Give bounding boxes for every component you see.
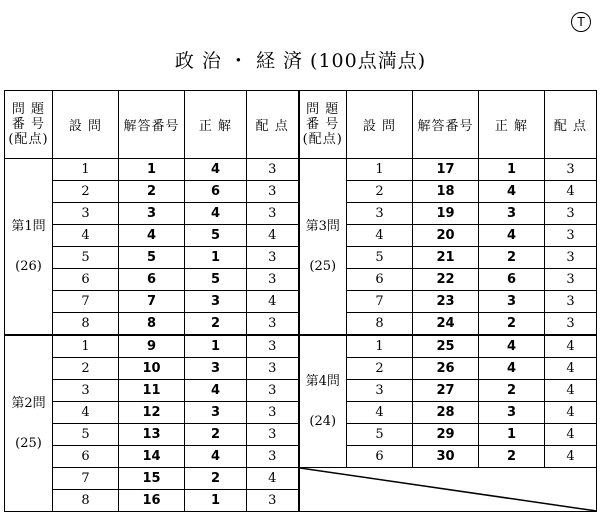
points-cell: 4: [545, 446, 597, 468]
correct-answer-cell: 1: [185, 247, 247, 269]
answer-number-cell: 14: [119, 446, 185, 468]
correct-answer-cell: 3: [185, 291, 247, 313]
points-cell: 4: [247, 291, 299, 313]
sub-question-cell: 1: [53, 335, 119, 358]
header-correct: 正 解: [185, 91, 247, 159]
points-cell: 3: [247, 247, 299, 269]
answer-number-cell: 7: [119, 291, 185, 313]
sub-question-cell: 6: [347, 269, 413, 291]
header-points: 配 点: [545, 91, 597, 159]
points-cell: 3: [545, 269, 597, 291]
header-correct: 正 解: [479, 91, 545, 159]
header-label: (配点): [8, 132, 49, 147]
correct-answer-cell: 2: [479, 446, 545, 468]
answer-number-cell: 26: [413, 358, 479, 380]
sub-question-cell: 7: [347, 291, 413, 313]
blank-area: [299, 468, 597, 512]
points-cell: 3: [247, 159, 299, 181]
sub-question-cell: 6: [53, 446, 119, 468]
question-group-cell: [299, 335, 347, 468]
correct-answer-cell: 6: [185, 181, 247, 203]
question-group-label: 第2問: [11, 395, 46, 411]
answer-number-cell: 25: [413, 335, 479, 358]
sub-question-cell: 3: [347, 380, 413, 402]
correct-answer-cell: 5: [185, 269, 247, 291]
answer-number-cell: 17: [413, 159, 479, 181]
answer-number-cell: 3: [119, 203, 185, 225]
answer-number-cell: 5: [119, 247, 185, 269]
correct-answer-cell: 1: [479, 424, 545, 446]
answer-number-cell: 18: [413, 181, 479, 203]
correct-answer-cell: 5: [185, 225, 247, 247]
answer-number-cell: 27: [413, 380, 479, 402]
header-row: [5, 91, 597, 159]
header-answer-number: 解答番号: [413, 91, 479, 159]
points-cell: 3: [545, 247, 597, 269]
sub-question-cell: 2: [347, 358, 413, 380]
sub-question-cell: 4: [53, 402, 119, 424]
points-cell: 4: [247, 225, 299, 247]
correct-answer-cell: 2: [185, 468, 247, 490]
correct-answer-cell: 2: [185, 313, 247, 336]
correct-answer-cell: 4: [185, 446, 247, 468]
question-group-score: (25): [15, 435, 42, 451]
sub-question-cell: 7: [53, 291, 119, 313]
points-cell: 4: [545, 402, 597, 424]
header-label: 番 号: [11, 117, 46, 132]
points-cell: 3: [247, 446, 299, 468]
points-cell: 3: [545, 291, 597, 313]
table-row: [5, 159, 597, 181]
answer-number-cell: 9: [119, 335, 185, 358]
sub-question-cell: 8: [53, 490, 119, 512]
sub-question-cell: 3: [347, 203, 413, 225]
correct-answer-cell: 4: [479, 358, 545, 380]
correct-answer-cell: 6: [479, 269, 545, 291]
header-answer-number: 解答番号: [119, 91, 185, 159]
correct-answer-cell: 4: [185, 159, 247, 181]
sub-question-cell: 7: [53, 468, 119, 490]
sub-question-cell: 8: [347, 313, 413, 336]
points-cell: 3: [247, 181, 299, 203]
sub-question-cell: 5: [347, 424, 413, 446]
header-question-group: [5, 91, 53, 159]
sub-question-cell: 5: [53, 247, 119, 269]
correct-answer-cell: 4: [479, 335, 545, 358]
points-cell: 3: [545, 313, 597, 336]
answer-number-cell: 11: [119, 380, 185, 402]
sub-question-cell: 2: [53, 181, 119, 203]
answer-number-cell: 6: [119, 269, 185, 291]
correct-answer-cell: 3: [185, 358, 247, 380]
points-cell: 3: [247, 335, 299, 358]
answer-number-cell: 30: [413, 446, 479, 468]
correct-answer-cell: 3: [479, 402, 545, 424]
question-group-label: 第4問: [305, 373, 340, 389]
page-title: 政 治 ・ 経 済 (100点満点): [174, 50, 427, 72]
correct-answer-cell: 3: [185, 402, 247, 424]
answer-number-cell: 24: [413, 313, 479, 336]
question-group-cell: [5, 159, 53, 336]
answer-number-cell: 22: [413, 269, 479, 291]
correct-answer-cell: 2: [185, 424, 247, 446]
sub-question-cell: 3: [53, 203, 119, 225]
header-question-group: [299, 91, 347, 159]
answer-number-cell: 28: [413, 402, 479, 424]
answer-table: [4, 90, 597, 512]
sub-question-cell: 2: [53, 358, 119, 380]
points-cell: 3: [247, 402, 299, 424]
correct-answer-cell: 1: [185, 490, 247, 512]
answer-number-cell: 1: [119, 159, 185, 181]
sub-question-cell: 1: [347, 159, 413, 181]
sub-question-cell: 1: [347, 335, 413, 358]
question-group-score: (24): [309, 413, 337, 429]
points-cell: 3: [247, 380, 299, 402]
correct-answer-cell: 2: [479, 313, 545, 336]
answer-number-cell: 10: [119, 358, 185, 380]
points-cell: 3: [247, 203, 299, 225]
sub-question-cell: 6: [53, 269, 119, 291]
sub-question-cell: 4: [347, 402, 413, 424]
correct-answer-cell: 3: [479, 203, 545, 225]
sub-question-cell: 5: [53, 424, 119, 446]
answer-number-cell: 29: [413, 424, 479, 446]
table-row: [5, 335, 597, 358]
points-cell: 4: [545, 424, 597, 446]
sub-question-cell: 2: [347, 181, 413, 203]
points-cell: 3: [247, 269, 299, 291]
question-group-label: 第1問: [11, 218, 46, 234]
points-cell: 3: [247, 490, 299, 512]
header-label: 問 題: [11, 102, 46, 117]
points-cell: 4: [545, 335, 597, 358]
sub-question-cell: 6: [347, 446, 413, 468]
points-cell: 4: [247, 468, 299, 490]
points-cell: 3: [545, 203, 597, 225]
diagonal-line: [300, 468, 597, 511]
answer-number-cell: 12: [119, 402, 185, 424]
sub-question-cell: 5: [347, 247, 413, 269]
answer-number-cell: 21: [413, 247, 479, 269]
header-sub-question: 設 問: [347, 91, 413, 159]
points-cell: 3: [247, 424, 299, 446]
exam-mark-badge: T: [571, 12, 591, 32]
sub-question-cell: 1: [53, 159, 119, 181]
answer-number-cell: 4: [119, 225, 185, 247]
correct-answer-cell: 3: [479, 291, 545, 313]
header-sub-question: 設 問: [53, 91, 119, 159]
sub-question-cell: 3: [53, 380, 119, 402]
question-group-label: 第3問: [305, 218, 340, 234]
question-group-cell: [299, 159, 347, 336]
correct-answer-cell: 1: [185, 335, 247, 358]
points-cell: 3: [247, 358, 299, 380]
correct-answer-cell: 4: [185, 380, 247, 402]
points-cell: 4: [545, 181, 597, 203]
header-label: (配点): [302, 132, 343, 147]
answer-number-cell: 20: [413, 225, 479, 247]
points-cell: 4: [545, 380, 597, 402]
points-cell: 4: [545, 358, 597, 380]
header-points: 配 点: [247, 91, 299, 159]
answer-number-cell: 8: [119, 313, 185, 336]
answer-number-cell: 16: [119, 490, 185, 512]
answer-number-cell: 23: [413, 291, 479, 313]
answer-number-cell: 13: [119, 424, 185, 446]
question-group-score: (26): [15, 258, 42, 274]
answer-number-cell: 15: [119, 468, 185, 490]
table-body: [5, 159, 597, 512]
correct-answer-cell: 1: [479, 159, 545, 181]
correct-answer-cell: 2: [479, 380, 545, 402]
question-group-score: (25): [309, 258, 337, 274]
table-row: [5, 468, 597, 490]
points-cell: 3: [545, 159, 597, 181]
correct-answer-cell: 4: [185, 203, 247, 225]
header-label: 番 号: [306, 117, 340, 132]
points-cell: 3: [247, 313, 299, 336]
answer-number-cell: 19: [413, 203, 479, 225]
sub-question-cell: 4: [53, 225, 119, 247]
header-label: 問 題: [306, 102, 340, 117]
sub-question-cell: 8: [53, 313, 119, 336]
question-group-cell: [5, 335, 53, 512]
points-cell: 3: [545, 225, 597, 247]
sub-question-cell: 4: [347, 225, 413, 247]
correct-answer-cell: 4: [479, 225, 545, 247]
correct-answer-cell: 2: [479, 247, 545, 269]
correct-answer-cell: 4: [479, 181, 545, 203]
answer-number-cell: 2: [119, 181, 185, 203]
